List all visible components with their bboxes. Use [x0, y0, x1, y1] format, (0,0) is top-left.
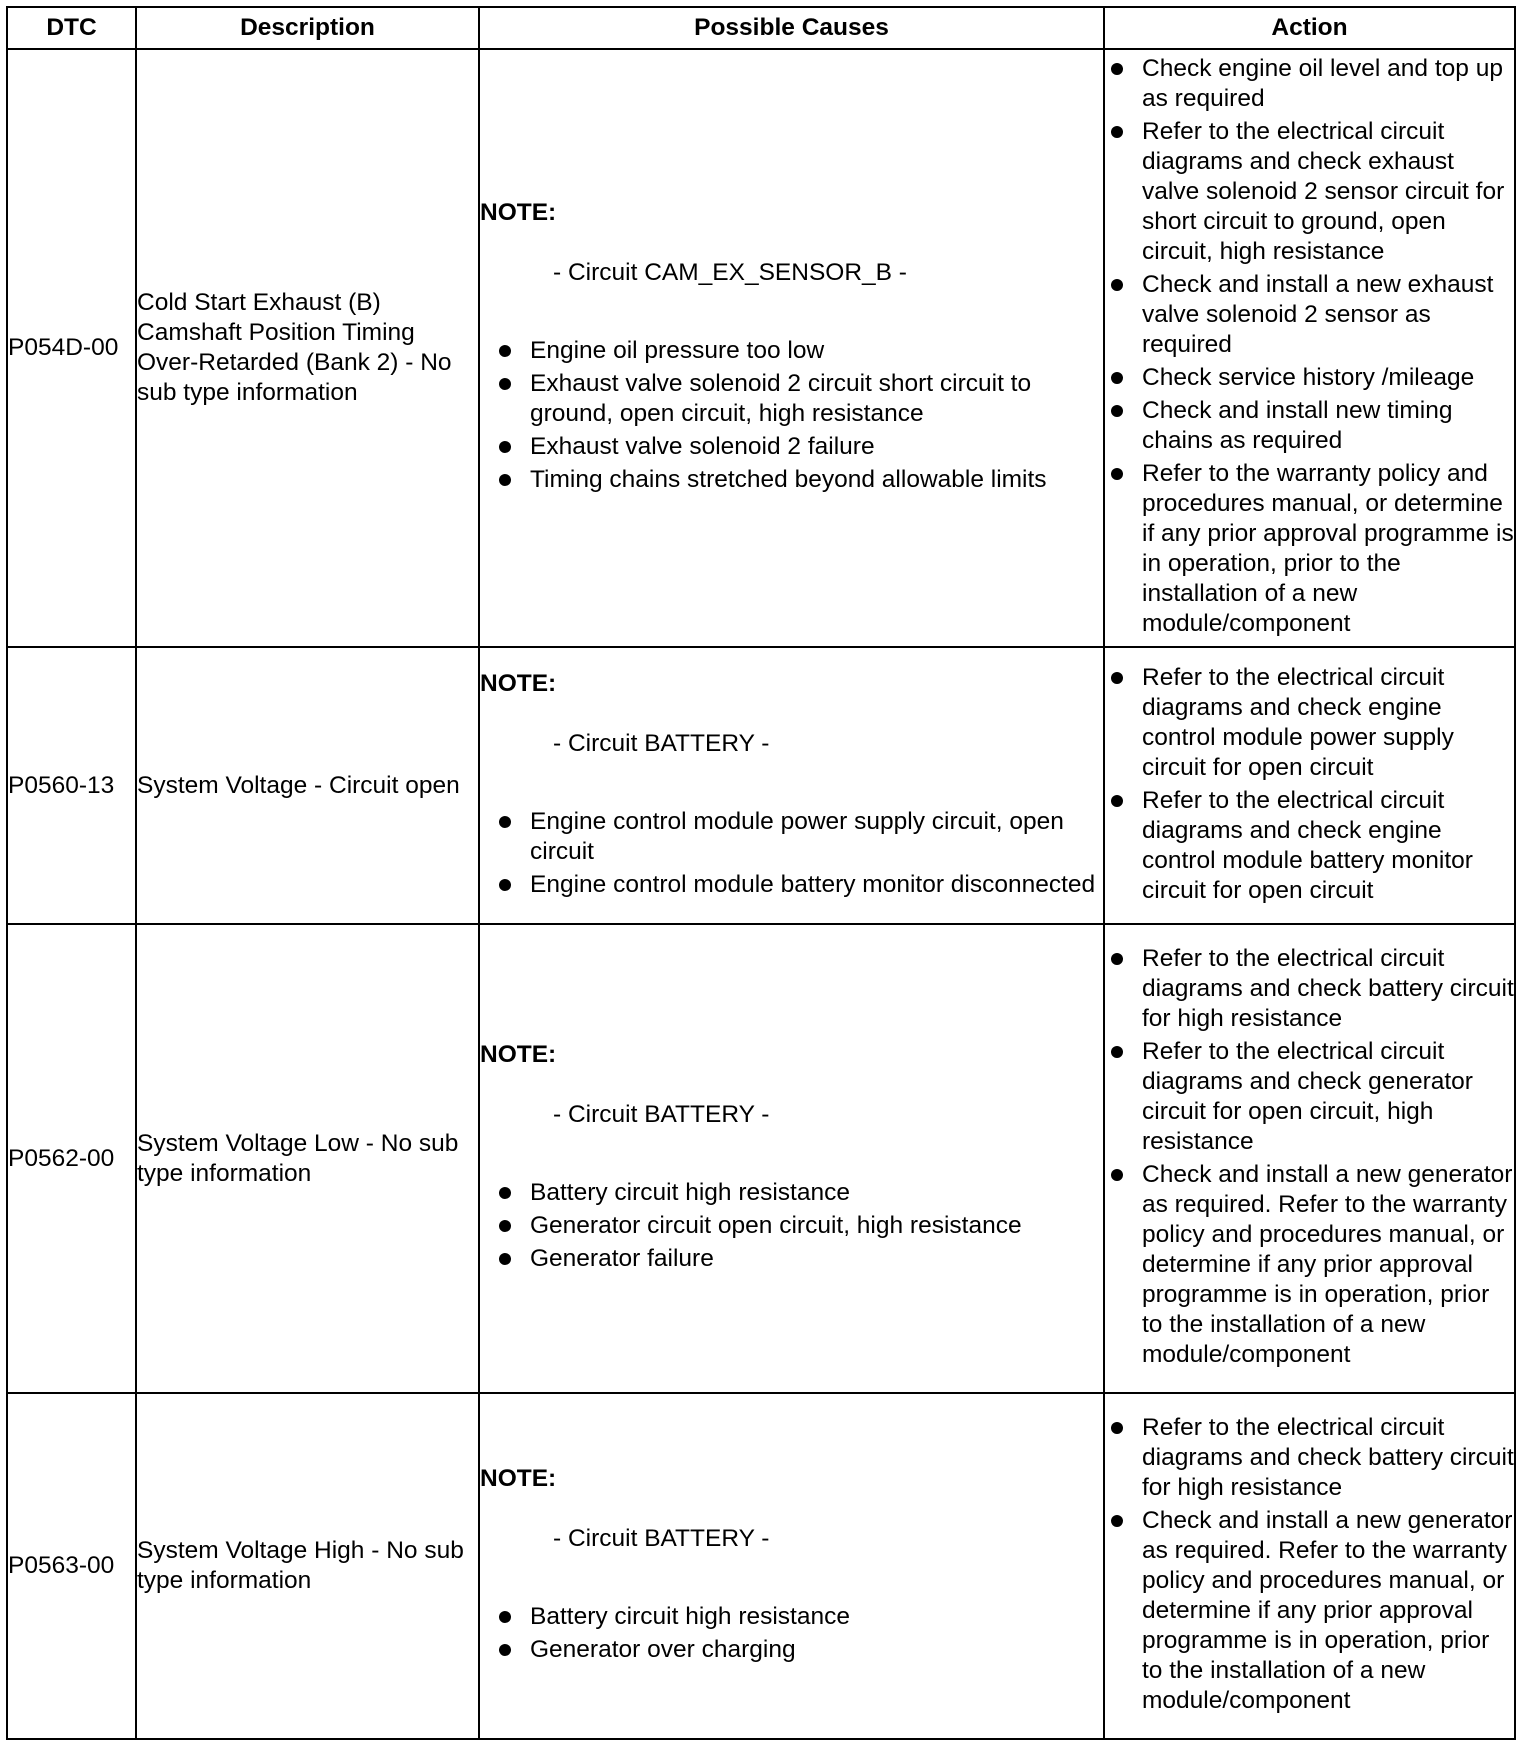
note-label: NOTE:	[480, 199, 557, 226]
action-item: Check engine oil level and top up as required	[1142, 54, 1514, 114]
dtc-code: P054D-00	[7, 49, 136, 647]
possible-causes-cell	[479, 1393, 1104, 1739]
cause-item: Generator over charging	[530, 1635, 1103, 1665]
causes-list	[480, 807, 1103, 900]
causes-list	[480, 1178, 1103, 1274]
cause-item: Generator failure	[530, 1244, 1103, 1274]
header-row	[7, 7, 1515, 49]
header-possible-causes: Possible Causes	[479, 7, 1104, 49]
action-cell	[1104, 49, 1515, 647]
action-item: Refer to the electrical circuit diagrams and check engine control module power supply circuit for open circuit	[1142, 663, 1514, 783]
action-item: Refer to the electrical circuit diagrams and check engine control module battery monitor circuit for open circuit	[1142, 786, 1514, 906]
action-item: Check and install a new generator as required. Refer to the warranty policy and procedures manual, or determine if any prior approval programme is in operation, prior to the installation of a new module/component	[1142, 1161, 1513, 1368]
actions-list	[1105, 1413, 1514, 1716]
cause-item: Generator circuit open circuit, high resistance	[530, 1211, 1103, 1241]
action-item: Check and install a new exhaust valve solenoid 2 sensor as required	[1142, 270, 1514, 360]
action-item: Refer to the electrical circuit diagrams and check battery circuit for high resistance	[1142, 1414, 1514, 1501]
dtc-code: P0560-13	[7, 647, 136, 924]
possible-causes-cell	[479, 49, 1104, 647]
note-label: NOTE:	[480, 1041, 557, 1068]
table-row	[7, 49, 1515, 647]
dtc-description: System Voltage - Circuit open	[136, 647, 479, 924]
possible-causes-cell	[479, 924, 1104, 1393]
circuit-name: - Circuit BATTERY -	[553, 1101, 770, 1128]
circuit-name: - Circuit BATTERY -	[553, 1525, 770, 1552]
action-item: Check and install new timing chains as required	[1142, 396, 1514, 456]
causes-list	[480, 336, 1103, 495]
dtc-description: System Voltage Low - No sub type information	[136, 924, 479, 1393]
action-cell	[1104, 647, 1515, 924]
action-item: Check service history /mileage	[1142, 363, 1514, 393]
table-row	[7, 1393, 1515, 1739]
action-cell	[1104, 924, 1515, 1393]
header-dtc: DTC	[7, 7, 136, 49]
circuit-name: - Circuit CAM_EX_SENSOR_B -	[553, 259, 907, 286]
dtc-description: System Voltage High - No sub type information	[136, 1393, 479, 1739]
action-cell	[1104, 1393, 1515, 1739]
table-row	[7, 647, 1515, 924]
cause-item: Timing chains stretched beyond allowable limits	[530, 465, 1103, 495]
cause-item: Battery circuit high resistance	[530, 1602, 1103, 1632]
action-item: Refer to the electrical circuit diagrams and check generator circuit for open circuit, high resistance	[1142, 1037, 1514, 1157]
header-action: Action	[1104, 7, 1515, 49]
actions-list	[1105, 944, 1514, 1370]
circuit-name: - Circuit BATTERY -	[553, 729, 770, 757]
note-label: NOTE:	[480, 669, 557, 697]
cause-item: Engine oil pressure too low	[530, 336, 1103, 366]
cause-item: Engine control module battery monitor disconnected	[530, 870, 1103, 900]
action-item: Check and install a new generator as required. Refer to the warranty policy and procedures manual, or determine if any prior approval programme is in operation, prior to the installation of a new module/component	[1142, 1507, 1513, 1714]
actions-list	[1105, 663, 1514, 906]
causes-list	[480, 1602, 1103, 1665]
table-body	[7, 49, 1515, 1739]
dtc-table	[6, 6, 1516, 1740]
action-item: Refer to the electrical circuit diagrams and check battery circuit for high resistance	[1142, 945, 1514, 1032]
dtc-description: Cold Start Exhaust (B) Camshaft Position Timing Over-Retarded (Bank 2) - No sub type information	[136, 49, 479, 647]
actions-list	[1105, 54, 1514, 639]
dtc-code: P0563-00	[7, 1393, 136, 1739]
action-item: Refer to the warranty policy and procedures manual, or determine if any prior approval programme is in operation, prior to the installation of a new module/component	[1142, 460, 1514, 637]
note-label: NOTE:	[480, 1465, 557, 1492]
cause-item: Exhaust valve solenoid 2 failure	[530, 432, 1103, 462]
table-row	[7, 924, 1515, 1393]
cause-item: Battery circuit high resistance	[530, 1178, 1103, 1208]
cause-item: Exhaust valve solenoid 2 circuit short circuit to ground, open circuit, high resistance	[530, 369, 1103, 429]
cause-item: Engine control module power supply circuit, open circuit	[530, 807, 1103, 867]
possible-causes-cell	[479, 647, 1104, 924]
action-item: Refer to the electrical circuit diagrams and check exhaust valve solenoid 2 sensor circuit for short circuit to ground, open circuit, high resistance	[1142, 117, 1514, 267]
dtc-code: P0562-00	[7, 924, 136, 1393]
header-description: Description	[136, 7, 479, 49]
